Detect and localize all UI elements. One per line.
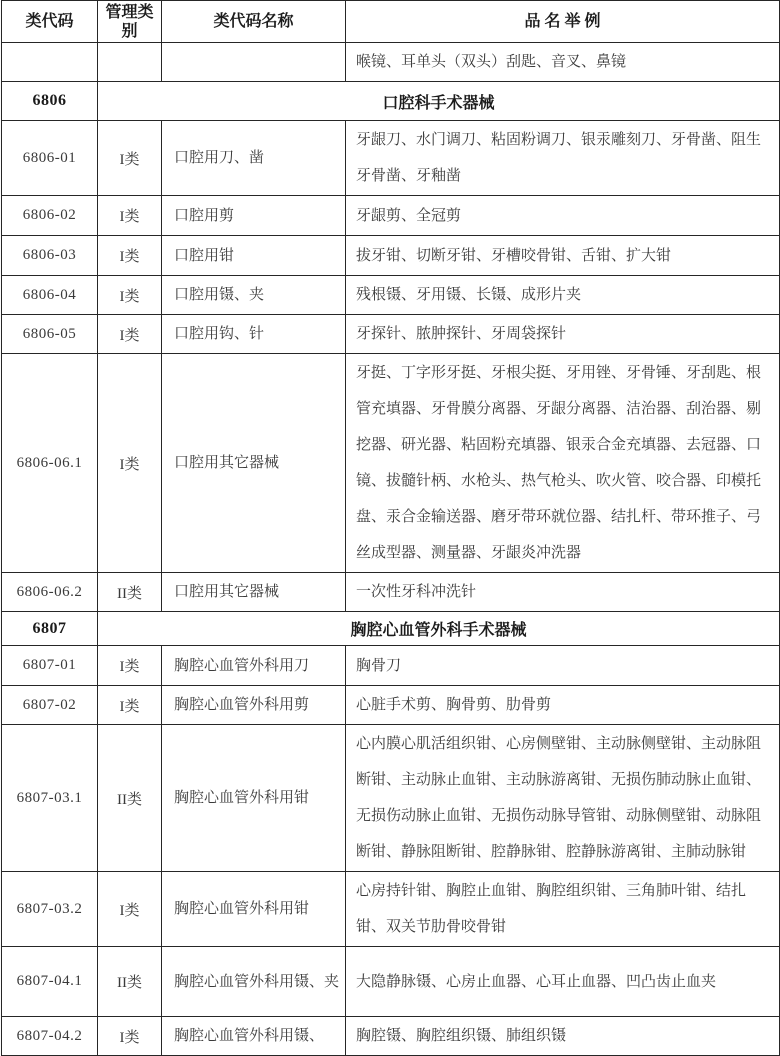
examples-cell: 喉镜、耳单头（双头）刮匙、音叉、鼻镜 (346, 43, 780, 82)
category-cell: II类 (98, 573, 162, 612)
classification-table (1, 0, 780, 1056)
table-row (2, 315, 780, 354)
table-row (2, 196, 780, 236)
code-cell: 6806-06.1 (2, 354, 98, 573)
code-cell: 6806-01 (2, 121, 98, 196)
code-cell: 6807-03.2 (2, 872, 98, 947)
table-row (2, 725, 780, 872)
category-cell: I类 (98, 686, 162, 725)
examples-cell: 心房持针钳、胸腔止血钳、胸腔组织钳、三角肺叶钳、结扎钳、双关节肋骨咬骨钳 (346, 872, 780, 947)
name-cell: 口腔用钩、针 (162, 315, 346, 354)
category-cell: I类 (98, 1017, 162, 1056)
header-category: 管理类别 (98, 1, 162, 43)
category-cell: I类 (98, 872, 162, 947)
table-row (2, 43, 780, 82)
name-cell (162, 43, 346, 82)
name-cell: 口腔用剪 (162, 196, 346, 236)
examples-cell: 残根镊、牙用镊、长镊、成形片夹 (346, 276, 780, 315)
category-cell: I类 (98, 354, 162, 573)
category-cell: II类 (98, 947, 162, 1017)
name-cell: 胸腔心血管外科用镊、夹 (162, 947, 346, 1017)
section-title-cell: 口腔科手术器械 (98, 82, 780, 121)
table-row (2, 872, 780, 947)
table-row (2, 354, 780, 573)
table-row (2, 573, 780, 612)
table-row (2, 947, 780, 1017)
table-row (2, 236, 780, 276)
header-examples: 品 名 举 例 (346, 1, 780, 43)
examples-cell: 拔牙钳、切断牙钳、牙槽咬骨钳、舌钳、扩大钳 (346, 236, 780, 276)
name-cell: 胸腔心血管外科用镊、 (162, 1017, 346, 1056)
section-title-cell: 胸腔心血管外科手术器械 (98, 612, 780, 646)
examples-cell: 牙探针、脓肿探针、牙周袋探针 (346, 315, 780, 354)
name-cell: 口腔用其它器械 (162, 354, 346, 573)
table-row (2, 276, 780, 315)
category-cell: I类 (98, 121, 162, 196)
header-name: 类代码名称 (162, 1, 346, 43)
name-cell: 胸腔心血管外科用钳 (162, 872, 346, 947)
category-cell: I类 (98, 276, 162, 315)
examples-cell: 牙龈剪、全冠剪 (346, 196, 780, 236)
code-cell: 6806-05 (2, 315, 98, 354)
name-cell: 口腔用刀、凿 (162, 121, 346, 196)
table-row (2, 686, 780, 725)
table-row (2, 1017, 780, 1056)
section-row (2, 612, 780, 646)
name-cell: 胸腔心血管外科用剪 (162, 686, 346, 725)
code-cell: 6806-02 (2, 196, 98, 236)
table-row (2, 646, 780, 686)
section-code-cell: 6806 (2, 82, 98, 121)
examples-cell: 牙龈刀、水门调刀、粘固粉调刀、银汞雕刻刀、牙骨凿、阻生牙骨凿、牙釉凿 (346, 121, 780, 196)
code-cell: 6806-03 (2, 236, 98, 276)
category-cell: I类 (98, 196, 162, 236)
examples-cell: 胸腔镊、胸腔组织镊、肺组织镊 (346, 1017, 780, 1056)
header-code: 类代码 (2, 1, 98, 43)
category-cell: II类 (98, 725, 162, 872)
category-cell: I类 (98, 315, 162, 354)
code-cell: 6807-04.1 (2, 947, 98, 1017)
examples-cell: 胸骨刀 (346, 646, 780, 686)
code-cell: 6807-01 (2, 646, 98, 686)
code-cell: 6806-06.2 (2, 573, 98, 612)
code-cell: 6806-04 (2, 276, 98, 315)
name-cell: 口腔用其它器械 (162, 573, 346, 612)
examples-cell: 牙挺、丁字形牙挺、牙根尖挺、牙用锉、牙骨锤、牙刮匙、根管充填器、牙骨膜分离器、牙龈分离器、洁治器、刮治器、剔挖器、研光器、粘固粉充填器、银汞合金充填器、去冠器、口镜、拔髓针柄、水枪头、热气枪头、吹火管、咬合器、印模托盘、汞合金输送器、磨牙带环就位器、结扎杆、带环推子、弓丝成型器、测量器、牙龈炎冲洗器 (346, 354, 780, 573)
code-cell: 6807-04.2 (2, 1017, 98, 1056)
name-cell: 胸腔心血管外科用钳 (162, 725, 346, 872)
category-cell (98, 43, 162, 82)
name-cell: 胸腔心血管外科用刀 (162, 646, 346, 686)
code-cell: 6807-03.1 (2, 725, 98, 872)
name-cell: 口腔用钳 (162, 236, 346, 276)
table-row (2, 121, 780, 196)
examples-cell: 大隐静脉镊、心房止血器、心耳止血器、凹凸齿止血夹 (346, 947, 780, 1017)
header-row (2, 1, 780, 43)
name-cell: 口腔用镊、夹 (162, 276, 346, 315)
section-row (2, 82, 780, 121)
code-cell (2, 43, 98, 82)
category-cell: I类 (98, 646, 162, 686)
examples-cell: 心脏手术剪、胸骨剪、肋骨剪 (346, 686, 780, 725)
examples-cell: 一次性牙科冲洗针 (346, 573, 780, 612)
table-body (2, 43, 780, 1056)
examples-cell: 心内膜心肌活组织钳、心房侧壁钳、主动脉侧壁钳、主动脉阻断钳、主动脉止血钳、主动脉游离钳、无损伤肺动脉止血钳、无损伤动脉止血钳、无损伤动脉导管钳、动脉侧壁钳、动脉阻断钳、静脉阻断钳、腔静脉钳、腔静脉游离钳、主肺动脉钳 (346, 725, 780, 872)
code-cell: 6807-02 (2, 686, 98, 725)
section-code-cell: 6807 (2, 612, 98, 646)
category-cell: I类 (98, 236, 162, 276)
